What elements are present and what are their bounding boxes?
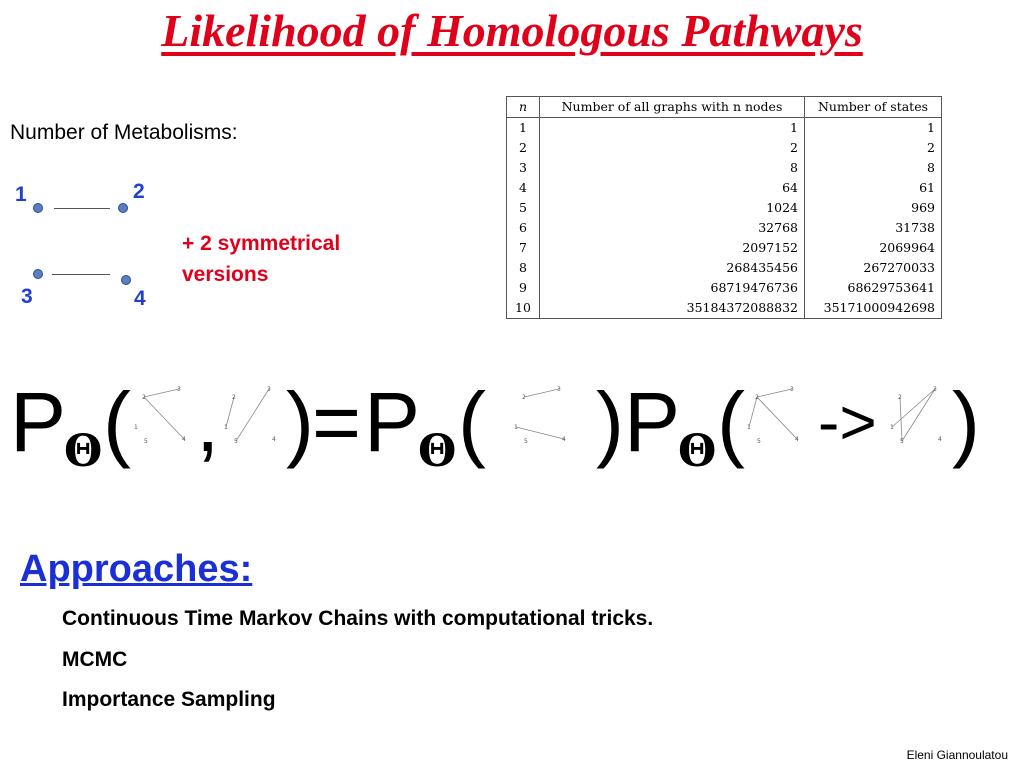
- graph-node-label: 1: [747, 424, 751, 431]
- cell-states: 2: [805, 138, 942, 158]
- graph-node-label: 2: [755, 394, 759, 401]
- eq-p-1: P: [10, 375, 67, 469]
- symmetrical-note: + 2 symmetrical versions: [182, 232, 341, 286]
- eq-theta-2: Θ: [418, 426, 457, 477]
- cell-states: 31738: [805, 218, 942, 238]
- graph-thumbnail-3: [512, 383, 574, 455]
- eq-p-2: P: [364, 375, 421, 469]
- cell-all-graphs: 32768: [540, 218, 805, 238]
- graph-node-label: 2: [898, 394, 902, 401]
- graph-node-label: 3: [267, 386, 271, 393]
- graph-node-label: 1: [890, 424, 894, 431]
- node-number-1: 1: [15, 183, 27, 206]
- header-all-graphs: Number of all graphs with n nodes: [540, 97, 805, 118]
- node-dot-1: [33, 203, 43, 213]
- author-footer: Eleni Giannoulatou: [906, 748, 1008, 762]
- approaches-heading: Approaches:: [20, 548, 253, 590]
- cell-n: 2: [507, 138, 540, 158]
- graph-edge: [226, 397, 234, 427]
- node-number-2: 2: [133, 180, 145, 203]
- graph-node-label: 4: [938, 436, 942, 443]
- cell-all-graphs: 1024: [540, 198, 805, 218]
- graph-count-table: [506, 96, 942, 319]
- node-dot-4: [121, 275, 131, 285]
- graph-node-label: 1: [514, 424, 518, 431]
- graph-edge: [144, 397, 184, 439]
- graph-node-label: 4: [272, 436, 276, 443]
- cell-all-graphs: 1: [540, 118, 805, 139]
- cell-n: 5: [507, 198, 540, 218]
- eq-arrow: ->: [818, 386, 877, 458]
- table-row: [507, 178, 942, 198]
- graph-thumbnail-1: [132, 383, 194, 455]
- cell-all-graphs: 8: [540, 158, 805, 178]
- table-row: [507, 158, 942, 178]
- cell-all-graphs: 268435456: [540, 258, 805, 278]
- graph-edge: [757, 397, 797, 439]
- eq-close-paren-2: ): [596, 375, 624, 469]
- node-dot-2: [118, 203, 128, 213]
- cell-all-graphs: 68719476736: [540, 278, 805, 298]
- header-n: n: [507, 97, 540, 118]
- graph-node-label: 2: [142, 394, 146, 401]
- node-number-4: 4: [134, 287, 146, 310]
- graph-node-label: 5: [144, 438, 148, 445]
- graph-edge: [524, 389, 559, 397]
- table-row: [507, 258, 942, 278]
- graph-node-label: 3: [177, 386, 181, 393]
- cell-n: 3: [507, 158, 540, 178]
- graph-node-label: 4: [795, 436, 799, 443]
- cell-states: 1: [805, 118, 942, 139]
- graph-node-label: 5: [524, 438, 528, 445]
- cell-states: 35171000942698: [805, 298, 942, 319]
- metabolisms-label: Number of Metabolisms:: [10, 121, 238, 144]
- graph-node-label: 4: [182, 436, 186, 443]
- graph-node-label: 4: [562, 436, 566, 443]
- cell-states: 267270033: [805, 258, 942, 278]
- table-header-row: [507, 97, 942, 118]
- approach-item-mcmc: MCMC: [62, 648, 128, 671]
- graph-thumbnail-5: [888, 383, 950, 455]
- graph-node-label: 3: [557, 386, 561, 393]
- graph-edge: [902, 389, 935, 441]
- graph-node-label: 3: [933, 386, 937, 393]
- table-row: [507, 138, 942, 158]
- eq-equals: =: [312, 375, 362, 469]
- node-number-3: 3: [21, 285, 33, 308]
- graph-edge: [144, 389, 179, 397]
- graph-node-label: 5: [900, 438, 904, 445]
- table-row: [507, 118, 942, 139]
- table-row: [507, 198, 942, 218]
- graph-node-label: 1: [134, 424, 138, 431]
- table-row: [507, 278, 942, 298]
- cell-states: 2069964: [805, 238, 942, 258]
- cell-n: 1: [507, 118, 540, 139]
- eq-close-paren-1: ): [286, 375, 314, 469]
- edge-1-2: [54, 208, 110, 209]
- eq-close-paren-3: ): [952, 375, 980, 469]
- header-states: Number of states: [805, 97, 942, 118]
- cell-all-graphs: 2097152: [540, 238, 805, 258]
- cell-n: 7: [507, 238, 540, 258]
- table-body: [507, 118, 942, 319]
- graph-edge: [900, 397, 902, 441]
- cell-states: 61: [805, 178, 942, 198]
- eq-open-paren-1: (: [103, 375, 131, 469]
- graph-node-label: 3: [790, 386, 794, 393]
- graph-edge: [749, 397, 757, 427]
- graph-thumbnail-2: [222, 383, 284, 455]
- approach-item-importance-sampling: Importance Sampling: [62, 688, 276, 711]
- cell-all-graphs: 2: [540, 138, 805, 158]
- eq-comma: ,: [196, 375, 220, 469]
- graph-edge: [236, 389, 269, 441]
- eq-p-3: P: [624, 375, 681, 469]
- graph-thumbnail-4: [745, 383, 807, 455]
- cell-n: 4: [507, 178, 540, 198]
- eq-open-paren-3: (: [717, 375, 745, 469]
- cell-n: 8: [507, 258, 540, 278]
- slide-title: Likelihood of Homologous Pathways: [161, 5, 863, 56]
- cell-states: 969: [805, 198, 942, 218]
- node-dot-3: [33, 269, 43, 279]
- eq-open-paren-2: (: [458, 375, 486, 469]
- edge-3-4: [52, 274, 110, 275]
- cell-all-graphs: 35184372088832: [540, 298, 805, 319]
- approach-item-ctmc: Continuous Time Markov Chains with computational tricks.: [62, 607, 654, 630]
- graph-node-label: 5: [234, 438, 238, 445]
- graph-node-label: 2: [232, 394, 236, 401]
- graph-node-label: 1: [224, 424, 228, 431]
- eq-theta-3: Θ: [678, 426, 717, 477]
- cell-n: 6: [507, 218, 540, 238]
- graph-node-label: 5: [757, 438, 761, 445]
- table-row: [507, 238, 942, 258]
- graph-node-label: 2: [522, 394, 526, 401]
- graph-edge: [757, 389, 792, 397]
- cell-states: 8: [805, 158, 942, 178]
- table-row: [507, 218, 942, 238]
- cell-states: 68629753641: [805, 278, 942, 298]
- eq-theta-1: Θ: [64, 426, 103, 477]
- cell-n: 10: [507, 298, 540, 319]
- cell-all-graphs: 64: [540, 178, 805, 198]
- cell-n: 9: [507, 278, 540, 298]
- table-row: [507, 298, 942, 319]
